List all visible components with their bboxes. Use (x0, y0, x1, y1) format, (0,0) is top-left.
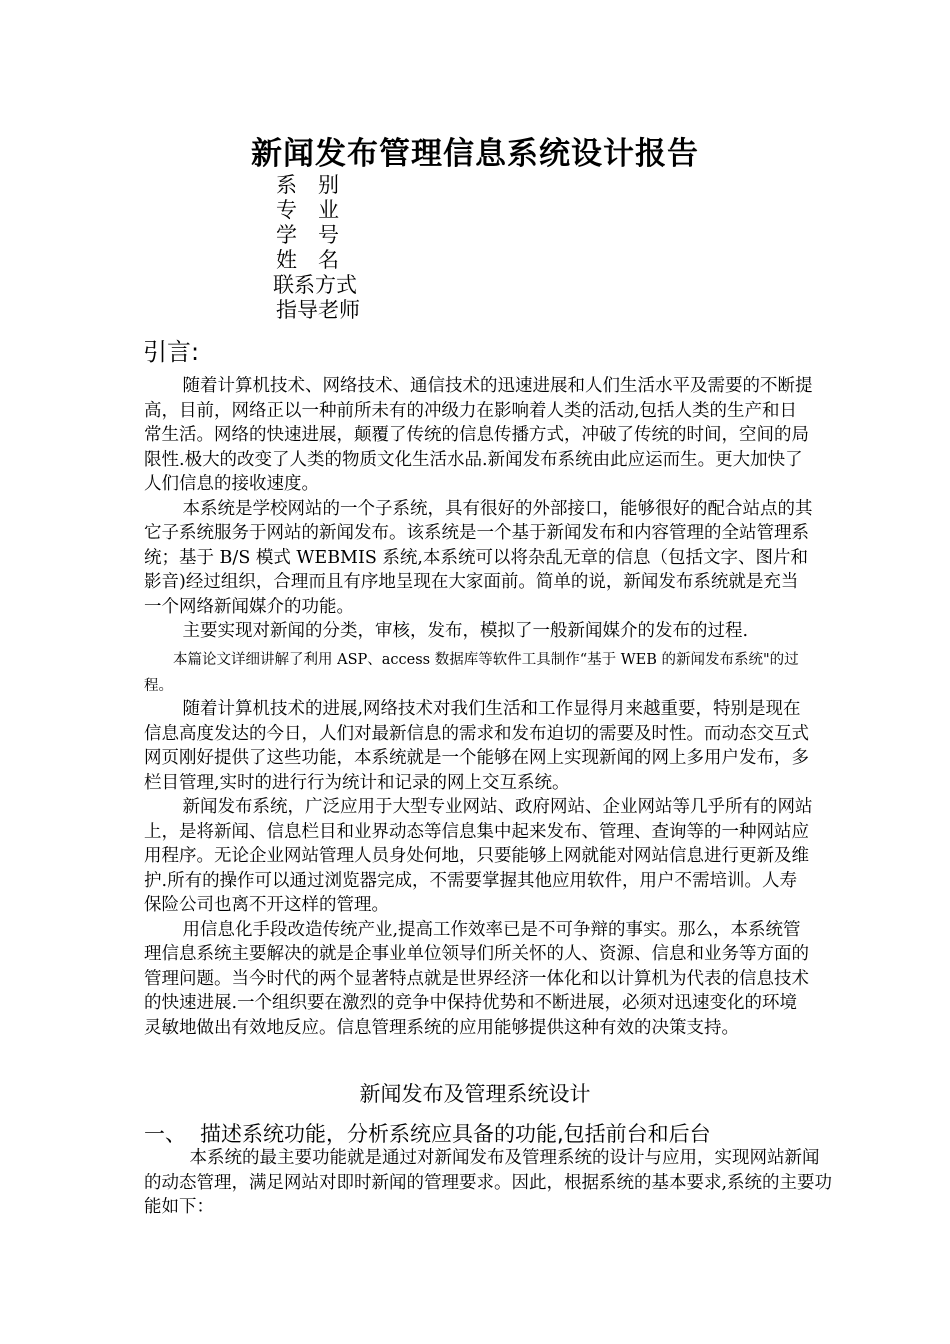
section-one-title: 描述系统功能，分析系统应具备的功能,包括前台和后台 (200, 1122, 711, 1146)
paragraph: 随着计算机技术的进展,网络技术对我们生活和工作显得月来越重要，特别是现在信息高度发达的今日，人们对最新信息的需求和发布迫切的需要及时性。而动态交互式网页刚好提供了这些功能，本系统就是一个能够在网上实现新闻的网上多用户发布，多栏目管理,实时的进行行为统计和记录的网上交互系统。 (144, 699, 809, 793)
meta-field-department: 系 别 (276, 173, 339, 197)
meta-field-advisor: 指导老师 (276, 298, 360, 322)
meta-field-contact: 联系方式 (273, 273, 357, 297)
paragraph: 随着计算机技术、网络技术、通信技术的迅速进展和人们生活水平及需要的不断提高，目前，网络正以一种前所未有的冲级力在影响着人类的活动,包括人类的生产和日常生活。网络的快速进展，颠覆了传统的信息传播方式，冲破了传统的时间，空间的局限性.极大的改变了人类的物质文化生活水品.新闻发布系统由此应运而生。更大加快了人们信息的接收速度。 (144, 376, 813, 494)
intro-paragraph-small (144, 647, 814, 699)
paragraph: 本篇论文详细讲解了利用 ASP、access 数据库等软件工具制作“基于 WEB 的新闻发布系统"的过程。 (144, 652, 799, 694)
meta-field-name: 姓 名 (276, 248, 339, 272)
intro-heading: 引言: (143, 338, 200, 366)
paragraph: 本系统的最主要功能就是通过对新闻发布及管理系统的设计与应用，实现网站新闻的动态管理，满足网站对即时新闻的管理要求。因此，根据系统的基本要求,系统的主要功能如下： (144, 1148, 833, 1217)
paragraph: 新闻发布系统，广泛应用于大型专业网站、政府网站、企业网站等几乎所有的网站上，是将新闻、信息栏目和业界动态等信息集中起来发布、管理、查询等的一种网站应用程序。无论企业网站管理人员身处何地，只要能够上网就能对网站信息进行更新及维护.所有的操作可以通过浏览器完成，不需要掌握其他应用软件，用户不需培训。人寿保险公司也离不开这样的管理。 (144, 797, 813, 915)
paragraph: 本系统是学校网站的一个子系统，具有很好的外部接口，能够很好的配合站点的其它子系统服务于网站的新闻发布。该系统是一个基于新闻发布和内容管理的全站管理系统；基于 B/S 模式 WEBMIS 系统,本系统可以将杂乱无章的信息（包括文字、图片和影音)经过组织，合理而且有序地呈现在大家面前。简单的说，新闻发布系统就是充当一个网络新闻媒介的功能。 (144, 498, 813, 617)
meta-field-major: 专 业 (276, 198, 339, 222)
student-info-block (273, 173, 360, 323)
section-one-heading (144, 1118, 711, 1148)
paragraph: 用信息化手段改造传统产业,提高工作效率已是不可争辩的事实。那么，本系统管理信息系统主要解决的就是企事业单位领导们所关怀的人、资源、信息和业务等方面的管理问题。当今时代的两个显著特点就是世界经济一体化和以计算机为代表的信息技术的快速进展.一个组织要在激烈的竞争中保持优势和不断进展，必须对迅速变化的环境灵敏地做出有效地反应。信息管理系统的应用能够提供这种有效的决策支持。 (144, 919, 809, 1038)
section-one-body (144, 1146, 834, 1220)
section-title: 新闻发布及管理系统设计 (359, 1082, 591, 1106)
intro-paragraphs-b (144, 697, 814, 1040)
paragraph: 主要实现对新闻的分类，审核，发布，模拟了一般新闻媒介的发布的过程. (182, 621, 749, 641)
intro-paragraphs-a (144, 374, 814, 644)
document-title: 新闻发布管理信息系统设计报告 (251, 136, 699, 172)
section-one-number: 一、 (144, 1122, 186, 1146)
meta-field-student-id: 学 号 (276, 223, 339, 247)
